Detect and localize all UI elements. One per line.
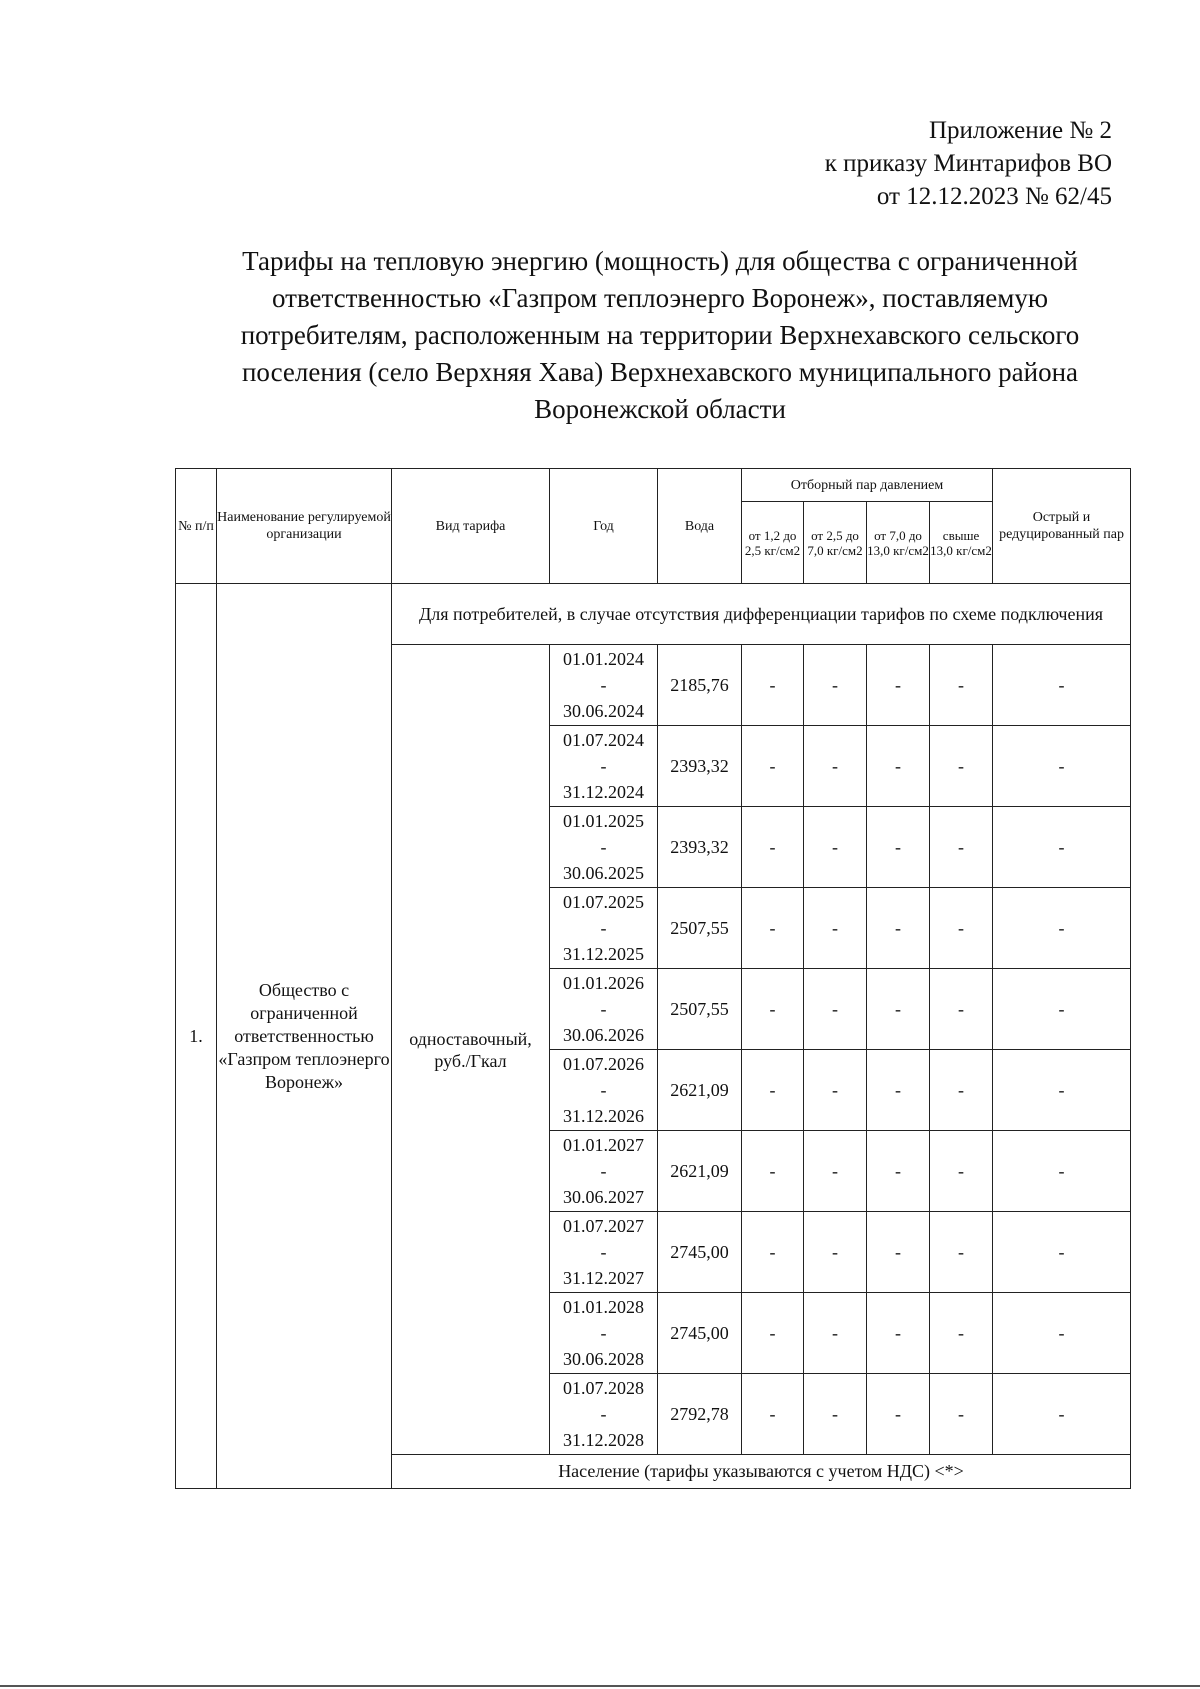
period-sep: - <box>600 918 607 938</box>
water-tariff-value: 2393,32 <box>658 807 742 888</box>
period-end: 30.06.2024 <box>563 701 644 721</box>
sharp-steam-value: - <box>993 726 1131 807</box>
steam-4-value: - <box>930 1131 993 1212</box>
header-steam-group: Отборный пар давлением <box>742 469 993 502</box>
period-cell <box>550 1050 658 1131</box>
steam-3-value: - <box>867 1131 930 1212</box>
period-end: 30.06.2025 <box>563 863 644 883</box>
sharp-steam-value: - <box>993 807 1131 888</box>
steam-4-value: - <box>930 1212 993 1293</box>
period-cell <box>550 726 658 807</box>
header-steam-3: от 7,0 до 13,0 кг/см2 <box>867 502 930 584</box>
steam-4-value: - <box>930 969 993 1050</box>
steam-1-value: - <box>742 726 804 807</box>
document-title <box>180 243 1140 428</box>
period-start: 01.07.2027 <box>563 1216 644 1236</box>
period-sep: - <box>600 1080 607 1100</box>
period-end: 31.12.2025 <box>563 944 644 964</box>
period-sep: - <box>600 999 607 1019</box>
title-line-3: потребителям, расположенным на территории Верхнехавского сельского <box>240 320 1080 350</box>
period-cell <box>550 1374 658 1455</box>
period-start: 01.07.2024 <box>563 730 644 750</box>
period-cell <box>550 969 658 1050</box>
period-end: 31.12.2026 <box>563 1106 644 1126</box>
period-start: 01.07.2026 <box>563 1054 644 1074</box>
period-sep: - <box>600 837 607 857</box>
steam-3-value: - <box>867 645 930 726</box>
steam-1-value: - <box>742 1131 804 1212</box>
steam-3-value: - <box>867 726 930 807</box>
water-tariff-value: 2185,76 <box>658 645 742 726</box>
header-tariff-kind: Вид тарифа <box>392 469 550 584</box>
water-tariff-value: 2621,09 <box>658 1050 742 1131</box>
steam-1-value: - <box>742 1050 804 1131</box>
sharp-steam-value: - <box>993 888 1131 969</box>
period-start: 01.07.2028 <box>563 1378 644 1398</box>
sharp-steam-value: - <box>993 1131 1131 1212</box>
organization-name: Общество с ограниченной ответственностью «Газпром теплоэнерго Воронеж» <box>217 584 392 1489</box>
water-tariff-value: 2745,00 <box>658 1293 742 1374</box>
period-cell <box>550 807 658 888</box>
header-organization: Наименование регулируемой организации <box>217 469 392 584</box>
period-start: 01.01.2027 <box>563 1135 644 1155</box>
appendix-line-3: от 12.12.2023 № 62/45 <box>876 183 1112 210</box>
water-tariff-value: 2792,78 <box>658 1374 742 1455</box>
steam-1-value: - <box>742 807 804 888</box>
row-number: 1. <box>176 584 217 1489</box>
steam-2-value: - <box>804 1212 867 1293</box>
water-tariff-value: 2507,55 <box>658 888 742 969</box>
steam-1-value: - <box>742 645 804 726</box>
tariff-table <box>175 468 1131 1489</box>
steam-3-value: - <box>867 1293 930 1374</box>
period-cell <box>550 1293 658 1374</box>
steam-2-value: - <box>804 1131 867 1212</box>
steam-3-value: - <box>867 807 930 888</box>
period-end: 31.12.2024 <box>563 782 644 802</box>
period-cell <box>550 645 658 726</box>
appendix-line-1: Приложение № 2 <box>928 117 1112 144</box>
appendix-reference <box>825 114 1112 213</box>
steam-1-value: - <box>742 1293 804 1374</box>
steam-3-value: - <box>867 1374 930 1455</box>
header-sharp-steam: Острый и редуцированный пар <box>993 469 1131 584</box>
appendix-line-2: к приказу Минтарифов ВО <box>824 150 1112 177</box>
water-tariff-value: 2745,00 <box>658 1212 742 1293</box>
steam-2-value: - <box>804 807 867 888</box>
page-bottom-rule <box>0 1685 1200 1687</box>
period-sep: - <box>600 675 607 695</box>
period-end: 30.06.2027 <box>563 1187 644 1207</box>
steam-4-value: - <box>930 1050 993 1131</box>
steam-2-value: - <box>804 1050 867 1131</box>
period-start: 01.07.2025 <box>563 892 644 912</box>
steam-2-value: - <box>804 1293 867 1374</box>
tariff-kind: одноставочный, руб./Гкал <box>392 645 550 1455</box>
period-end: 30.06.2028 <box>563 1349 644 1369</box>
steam-3-value: - <box>867 1050 930 1131</box>
period-sep: - <box>600 1161 607 1181</box>
section-general-consumers: Для потребителей, в случае отсутствия дифференциации тарифов по схеме подключения <box>392 584 1131 645</box>
period-sep: - <box>600 1242 607 1262</box>
header-year: Год <box>550 469 658 584</box>
header-steam-1: от 1,2 до 2,5 кг/см2 <box>742 502 804 584</box>
sharp-steam-value: - <box>993 645 1131 726</box>
steam-4-value: - <box>930 1374 993 1455</box>
water-tariff-value: 2507,55 <box>658 969 742 1050</box>
water-tariff-value: 2393,32 <box>658 726 742 807</box>
steam-4-value: - <box>930 807 993 888</box>
steam-3-value: - <box>867 1212 930 1293</box>
steam-2-value: - <box>804 969 867 1050</box>
period-sep: - <box>600 1404 607 1424</box>
steam-1-value: - <box>742 1212 804 1293</box>
period-cell <box>550 1212 658 1293</box>
title-line-2: ответственностью «Газпром теплоэнерго Воронеж», поставляемую <box>272 283 1048 313</box>
title-line-1: Тарифы на тепловую энергию (мощность) для общества с ограниченной <box>242 246 1078 276</box>
steam-2-value: - <box>804 726 867 807</box>
sharp-steam-value: - <box>993 1293 1131 1374</box>
period-end: 31.12.2027 <box>563 1268 644 1288</box>
header-water: Вода <box>658 469 742 584</box>
period-start: 01.01.2028 <box>563 1297 644 1317</box>
steam-4-value: - <box>930 1293 993 1374</box>
sharp-steam-value: - <box>993 1212 1131 1293</box>
period-cell <box>550 1131 658 1212</box>
period-start: 01.01.2025 <box>563 811 644 831</box>
steam-2-value: - <box>804 1374 867 1455</box>
period-end: 30.06.2026 <box>563 1025 644 1045</box>
water-tariff-value: 2621,09 <box>658 1131 742 1212</box>
steam-3-value: - <box>867 969 930 1050</box>
steam-1-value: - <box>742 1374 804 1455</box>
steam-4-value: - <box>930 888 993 969</box>
header-steam-2: от 2,5 до 7,0 кг/см2 <box>804 502 867 584</box>
steam-4-value: - <box>930 726 993 807</box>
steam-2-value: - <box>804 645 867 726</box>
title-line-5: Воронежской области <box>534 394 786 424</box>
period-start: 01.01.2026 <box>563 973 644 993</box>
sharp-steam-value: - <box>993 969 1131 1050</box>
sharp-steam-value: - <box>993 1374 1131 1455</box>
steam-2-value: - <box>804 888 867 969</box>
period-sep: - <box>600 1323 607 1343</box>
title-line-4: поселения (село Верхняя Хава) Верхнехавского муниципального района <box>241 357 1079 387</box>
header-steam-4: свыше 13,0 кг/см2 <box>930 502 993 584</box>
period-end: 31.12.2028 <box>563 1430 644 1450</box>
period-cell <box>550 888 658 969</box>
steam-4-value: - <box>930 645 993 726</box>
period-start: 01.01.2024 <box>563 649 644 669</box>
steam-1-value: - <box>742 888 804 969</box>
section-population: Население (тарифы указываются с учетом НДС) <*> <box>392 1455 1131 1489</box>
steam-3-value: - <box>867 888 930 969</box>
sharp-steam-value: - <box>993 1050 1131 1131</box>
period-sep: - <box>600 756 607 776</box>
header-num: № п/п <box>176 469 217 584</box>
steam-1-value: - <box>742 969 804 1050</box>
